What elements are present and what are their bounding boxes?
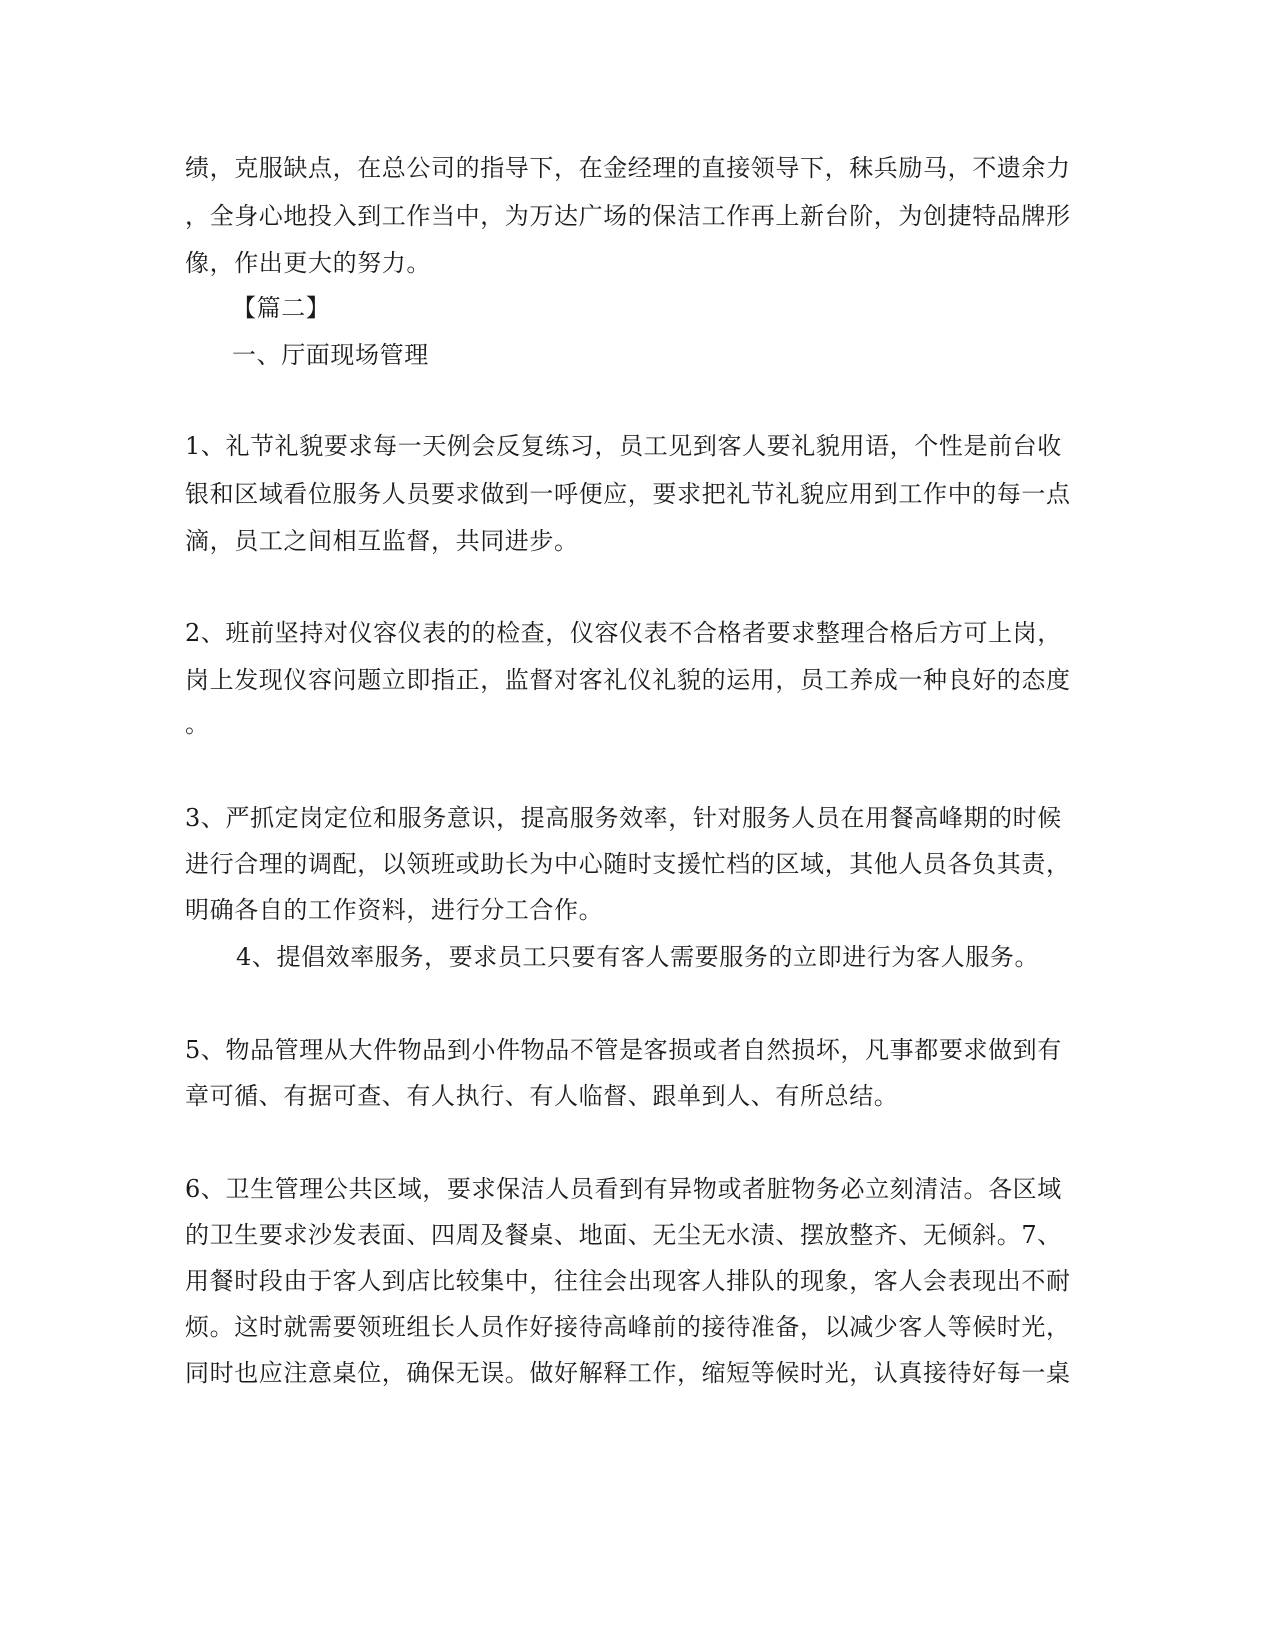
section-title: 【篇二】 [232, 294, 331, 322]
list-item-line: 的卫生要求沙发表面、四周及餐桌、地面、无尘无水渍、摆放整齐、无倾斜。7、 [185, 1221, 1062, 1249]
list-item-line: 4、提倡效率服务，要求员工只要有客人需要服务的立即进行为客人服务。 [236, 943, 1040, 971]
list-item-line: 岗上发现仪容问题立即指正，监督对客礼仪礼貌的运用，员工养成一种良好的态度 [185, 666, 1071, 694]
list-item-line: 1、礼节礼貌要求每一天例会反复练习，员工见到客人要礼貌用语，个性是前台收 [185, 432, 1062, 460]
list-item-line: 烦。这时就需要领班组长人员作好接待高峰前的接待准备，以减少客人等候时光， [185, 1313, 1071, 1341]
list-item-line: 同时也应注意桌位，确保无误。做好解释工作，缩短等候时光，认真接待好每一桌 [185, 1359, 1071, 1387]
list-item-line: 3、严抓定岗定位和服务意识，提高服务效率，针对服务人员在用餐高峰期的时候 [185, 804, 1062, 832]
list-item-line: 滴，员工之间相互监督，共同进步。 [185, 527, 579, 555]
list-item-line: 银和区域看位服务人员要求做到一呼便应，要求把礼节礼貌应用到工作中的每一点 [185, 480, 1071, 508]
subheading: 一、厅面现场管理 [232, 341, 429, 369]
list-item-line: 明确各自的工作资料，进行分工合作。 [185, 896, 604, 924]
list-item-line: 。 [185, 710, 210, 738]
list-item-line: 用餐时段由于客人到店比较集中，往往会出现客人排队的现象，客人会表现出不耐 [185, 1267, 1071, 1295]
paragraph-line: 绩，克服缺点，在总公司的指导下，在金经理的直接领导下，秣兵励马，不遗余力 [185, 154, 1071, 182]
list-item-line: 章可循、有据可查、有人执行、有人临督、跟单到人、有所总结。 [185, 1082, 899, 1110]
paragraph-line: 像，作出更大的努力。 [185, 249, 431, 277]
paragraph-line: ，全身心地投入到工作当中，为万达广场的保洁工作再上新台阶，为创捷特品牌形 [185, 202, 1071, 230]
list-item-line: 进行合理的调配，以领班或助长为中心随时支援忙档的区域，其他人员各负其责， [185, 850, 1071, 878]
list-item-line: 6、卫生管理公共区域，要求保洁人员看到有异物或者脏物务必立刻清洁。各区域 [185, 1175, 1062, 1203]
list-item-line: 2、班前坚持对仪容仪表的的检查，仪容仪表不合格者要求整理合格后方可上岗， [185, 619, 1062, 647]
list-item-line: 5、物品管理从大件物品到小件物品不管是客损或者自然损坏，凡事都要求做到有 [185, 1036, 1062, 1064]
